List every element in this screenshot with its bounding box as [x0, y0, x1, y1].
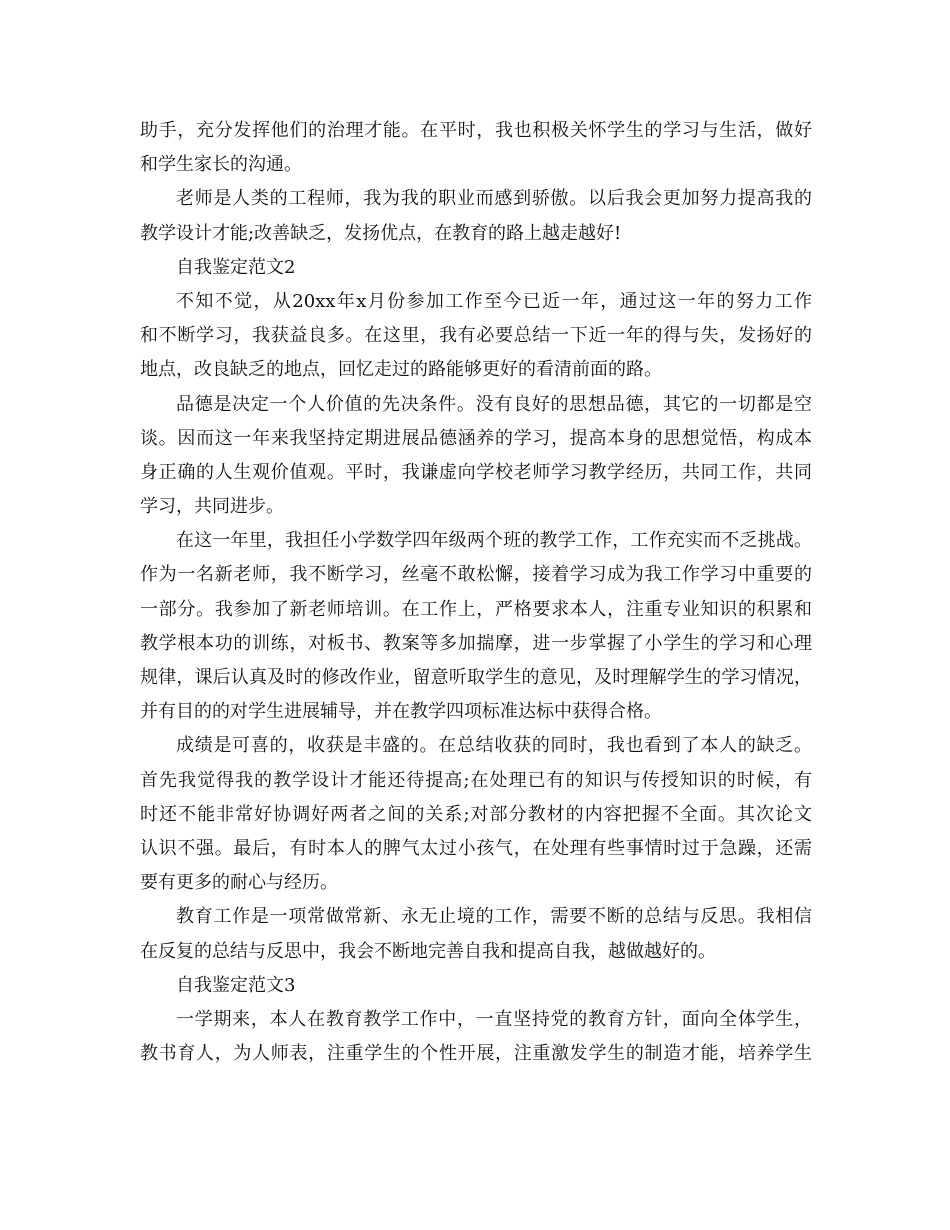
text-line: 教育工作是一项常做常新、永无止境的工作，需要不断的总结与反思。我相信: [176, 906, 812, 928]
text-line: 首先我觉得我的教学设计才能还待提高;在处理已有的知识与传授知识的时候，有: [140, 769, 812, 791]
text-line: 不知不觉，从20xx年x月份参加工作至今已近一年，通过这一年的努力工作: [176, 290, 812, 312]
text-line: 身正确的人生观价值观。平时，我谦虚向学校老师学习教学经历，共同工作，共同: [140, 461, 812, 483]
document-body: [140, 114, 812, 1071]
section-heading: 自我鉴定范文3: [176, 974, 296, 996]
text-line: 在反复的总结与反思中，我会不断地完善自我和提高自我，越做越好的。: [140, 940, 716, 962]
text-line: 规律，课后认真及时的修改作业，留意听取学生的意见，及时理解学生的学习情况，: [140, 667, 812, 688]
text-line: 和不断学习，我获益良多。在这里，我有必要总结一下近一年的得与失，发扬好的: [140, 325, 812, 347]
text-line: 并有目的的对学生进展辅导，并在教学四项标准达标中获得合格。: [140, 701, 662, 723]
section-heading: 自我鉴定范文2: [176, 256, 296, 278]
text-line: 时还不能非常好协调好两者之间的关系;对部分教材的内容把握不全面。其次论文: [140, 803, 812, 825]
text-line: 教学根本功的训练，对板书、教案等多加揣摩，进一步掌握了小学生的学习和心理: [140, 632, 812, 654]
text-line: 要有更多的耐心与经历。: [140, 872, 338, 894]
text-line: 教书育人，为人师表，注重学生的个性开展，注重激发学生的制造才能，培养学生: [140, 1043, 812, 1065]
text-line: 和学生家长的沟通。: [140, 154, 302, 176]
text-line: 在这一年里，我担任小学数学四年级两个班的教学工作，工作充实而不乏挑战。: [176, 530, 812, 552]
text-line: 作为一名新老师，我不断学习，丝毫不敢松懈，接着学习成为我工作学习中重要的: [140, 564, 812, 586]
text-line: 地点，改良缺乏的地点，回忆走过的路能够更好的看清前面的路。: [140, 359, 662, 381]
text-line: 一部分。我参加了新老师培训。在工作上，严格要求本人，注重专业知识的积累和: [140, 598, 812, 620]
text-line: 教学设计才能;改善缺乏，发扬优点，在教育的路上越走越好!: [140, 222, 622, 244]
text-line: 品德是决定一个人价值的先决条件。没有良好的思想品德，其它的一切都是空: [176, 393, 812, 415]
text-line: 助手，充分发挥他们的治理才能。在平时，我也积极关怀学生的学习与生活，做好: [140, 120, 812, 141]
text-line: 一学期来，本人在教育教学工作中，一直坚持党的教育方针，面向全体学生，: [176, 1008, 812, 1030]
text-line: 成绩是可喜的，收获是丰盛的。在总结收获的同时，我也看到了本人的缺乏。: [176, 735, 812, 757]
text-line: 谈。因而这一年来我坚持定期进展品德涵养的学习，提高本身的思想觉悟，构成本: [140, 427, 812, 449]
text-line: 学习，共同进步。: [140, 496, 284, 518]
text-line: 老师是人类的工程师，我为我的职业而感到骄傲。以后我会更加努力提高我的: [176, 188, 812, 210]
text-line: 认识不强。最后，有时本人的脾气太过小孩气，在处理有些事情时过于急躁，还需: [140, 837, 812, 859]
